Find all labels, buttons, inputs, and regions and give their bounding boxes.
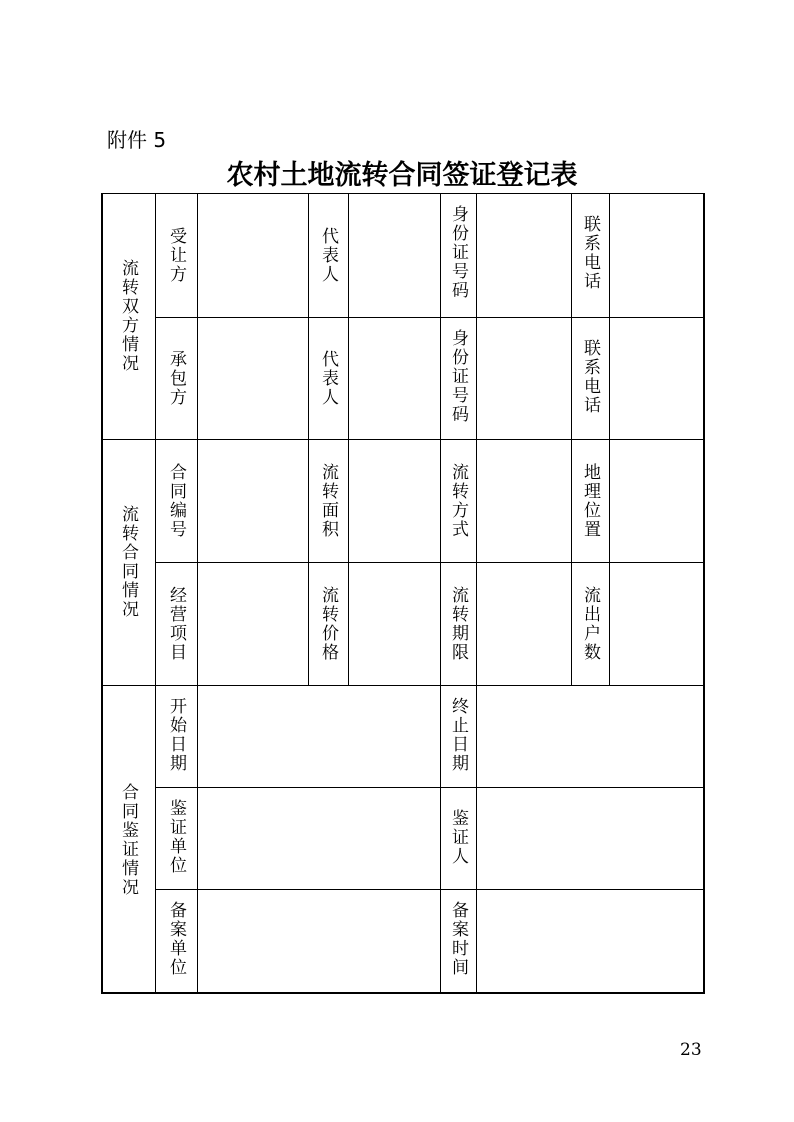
label-transfer-term (440, 586, 476, 685)
section-certification-label: 合同鉴证情况 (118, 782, 138, 897)
contractor-value[interactable] (197, 317, 308, 439)
certifying-unit-value[interactable] (197, 787, 440, 889)
contract-number-value[interactable] (197, 439, 308, 562)
filing-unit-value[interactable] (197, 889, 440, 994)
label-certifier (440, 809, 476, 889)
label-id-number-2-text: 身份证号码 (448, 329, 468, 424)
label-transfer-area (308, 463, 348, 562)
label-transferee (155, 193, 197, 317)
label-start-date (155, 697, 197, 787)
label-transfer-area-text: 流转面积 (318, 463, 338, 539)
attachment-label: 附件 5 (107, 128, 167, 152)
representative-1-value[interactable] (348, 193, 440, 317)
label-phone-2 (571, 339, 609, 439)
label-id-number-2 (440, 329, 476, 439)
transfer-area-value[interactable] (348, 439, 440, 562)
label-phone-2-text: 联系电话 (580, 339, 600, 415)
start-date-value[interactable] (197, 685, 440, 787)
section-contract-label: 流转合同情况 (118, 505, 138, 619)
label-transfer-price (308, 586, 348, 685)
label-id-number-1 (440, 205, 476, 317)
label-households-out (571, 586, 609, 685)
label-phone-1 (571, 215, 609, 317)
label-end-date (440, 697, 476, 787)
transfer-method-value[interactable] (476, 439, 571, 562)
label-business-item (155, 586, 197, 685)
location-value[interactable] (609, 439, 705, 562)
label-contractor-text: 承包方 (166, 349, 186, 407)
business-item-value[interactable] (197, 562, 308, 685)
representative-2-value[interactable] (348, 317, 440, 439)
label-filing-time-text: 备案时间 (448, 901, 468, 977)
label-filing-unit-text: 备案单位 (166, 901, 186, 977)
page-number: 23 (680, 1040, 702, 1060)
label-location (571, 463, 609, 562)
label-transfer-method (440, 463, 476, 562)
label-location-text: 地理位置 (580, 463, 600, 539)
label-representative-1 (308, 193, 348, 317)
label-transfer-term-text: 流转期限 (448, 586, 468, 662)
form-title: 农村土地流转合同签证登记表 (226, 160, 578, 191)
label-representative-2-text: 代表人 (318, 349, 338, 407)
label-households-out-text: 流出户数 (580, 586, 600, 662)
section-parties (101, 193, 155, 439)
label-contractor (155, 317, 197, 439)
phone-1-value[interactable] (609, 193, 705, 317)
id-number-2-value[interactable] (476, 317, 571, 439)
label-business-item-text: 经营项目 (166, 586, 186, 662)
label-phone-1-text: 联系电话 (580, 215, 600, 291)
label-certifying-unit (155, 799, 197, 889)
phone-2-value[interactable] (609, 317, 705, 439)
section-contract (101, 439, 155, 685)
transferee-value[interactable] (197, 193, 308, 317)
end-date-value[interactable] (476, 685, 705, 787)
label-transferee-text: 受让方 (166, 226, 186, 284)
label-certifier-text: 鉴证人 (448, 809, 468, 866)
households-out-value[interactable] (609, 562, 705, 685)
label-start-date-text: 开始日期 (166, 697, 186, 773)
label-transfer-price-text: 流转价格 (318, 586, 338, 662)
label-contract-number-text: 合同编号 (166, 463, 186, 539)
label-representative-1-text: 代表人 (318, 226, 338, 284)
label-certifying-unit-text: 鉴证单位 (166, 799, 186, 875)
section-parties-label: 流转双方情况 (118, 259, 138, 373)
label-representative-2 (308, 317, 348, 439)
certifier-value[interactable] (476, 787, 705, 889)
transfer-term-value[interactable] (476, 562, 571, 685)
id-number-1-value[interactable] (476, 193, 571, 317)
label-transfer-method-text: 流转方式 (448, 463, 468, 539)
label-contract-number (155, 463, 197, 562)
transfer-price-value[interactable] (348, 562, 440, 685)
registration-form-table (101, 193, 705, 994)
label-id-number-1-text: 身份证号码 (448, 205, 468, 300)
filing-time-value[interactable] (476, 889, 705, 994)
label-filing-unit (155, 901, 197, 994)
label-end-date-text: 终止日期 (448, 697, 468, 773)
label-filing-time (440, 901, 476, 994)
section-certification (101, 685, 155, 994)
